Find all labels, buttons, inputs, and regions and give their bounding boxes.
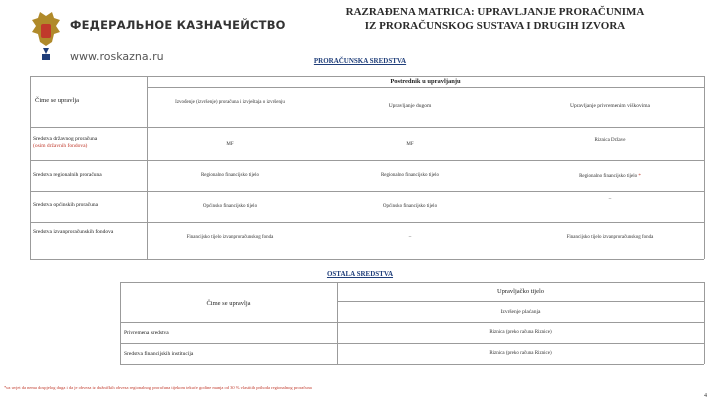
- table-line: [30, 76, 31, 259]
- row-label-regional-budget: Sredstva regionalnih proračuna: [33, 172, 102, 178]
- table-line: [120, 364, 704, 365]
- payment-execution-header: Izvršenje plaćanja: [500, 309, 541, 315]
- table-cell: –: [608, 197, 612, 202]
- table-cell: Riznica (preko računa Riznice): [489, 330, 552, 335]
- table-cell: MF: [406, 142, 414, 147]
- page-title: [290, 5, 700, 33]
- logo-title: ФЕДЕРАЛЬНОЕ КАЗНАЧЕЙСТВО: [70, 18, 286, 32]
- table-cell: [525, 174, 695, 180]
- row-label-note: (osim državnih fondova): [33, 143, 88, 149]
- logo-url: www.roskazna.ru: [70, 50, 164, 63]
- table-cell: Općinsko financijsko tijelo: [202, 204, 258, 209]
- row-label-state-budget: Sredstva državnog proračuna (osim državnih fondova): [33, 136, 145, 150]
- row-header: Čime se upravlja: [206, 300, 251, 307]
- row-label-temporary-funds: Privremena sredstva: [124, 330, 169, 336]
- table-line: [120, 282, 121, 364]
- table-cell: Regionalno financijsko tijelo: [380, 173, 440, 178]
- logo: [30, 8, 286, 70]
- row-label-extrabudgetary-funds: Sredstva izvanproračunskih fondova: [33, 229, 114, 235]
- page-number: 4: [704, 393, 707, 399]
- table-cell: MF: [226, 142, 234, 147]
- row-header: Čime se upravlja: [35, 97, 80, 104]
- table-cell: Financijsko tijelo izvanproračunskog fonda: [186, 235, 274, 240]
- table-line: [120, 282, 704, 283]
- managing-body-header: Upravljačko tijelo: [496, 288, 545, 295]
- footnote-star: *: [638, 174, 641, 179]
- table-line: [120, 322, 704, 323]
- table-line: [147, 76, 148, 259]
- table-line: [704, 282, 705, 364]
- row-label-municipal-budget: Sredstva općinskih proračuna: [33, 202, 99, 208]
- column-header-surplus: Upravljanje privremenim viškovima: [569, 103, 651, 109]
- double-headed-eagle-icon: [30, 10, 62, 62]
- table-cell: Regionalno financijsko tijelo: [200, 173, 260, 178]
- table-line: [704, 76, 705, 259]
- table-line: [30, 222, 704, 223]
- table-line: [30, 191, 704, 192]
- table-line: [30, 76, 704, 77]
- table-cell: Financijsko tijelo izvanproračunskog fonda: [566, 235, 654, 240]
- title-line-2: IZ PRORAČUNSKOG SUSTAVA I DRUGIH IZVORA: [364, 20, 626, 32]
- row-label-financial-institutions: Sredstva financijskih institucija: [124, 351, 194, 357]
- column-header-execution: Izvođenje (izvršenje) proračuna i izvještaja o izvršenju: [175, 100, 285, 105]
- intermediary-header: Postrednik u upravljanju: [390, 78, 461, 85]
- table-line: [120, 343, 704, 344]
- table-cell: –: [408, 235, 412, 240]
- table-cell: Riznica (preko računa Riznice): [489, 351, 552, 356]
- column-header-debt: Upravljanje dugom: [388, 103, 432, 109]
- section-heading-budget: PRORAČUNSKA SREDSTVA: [313, 57, 407, 65]
- title-line-1: RAZRAĐENA MATRICA: UPRAVLJANJE PRORAČUNIMA: [345, 6, 645, 18]
- table-cell: Riznica Države: [594, 138, 626, 143]
- section-heading-other: OSTALA SREDSTVA: [326, 270, 394, 278]
- table-line: [30, 160, 704, 161]
- table-cell-text: Regionalno financijsko tijelo: [579, 174, 638, 179]
- table-line: [337, 301, 704, 302]
- table-line: [30, 259, 704, 260]
- footnote: *uz uvjet da nema dospjelog duga i da je obveza iz dužničkih obveza regionalnog proračuna tijekom tekuće godine manja od 30 % vlastitih prihoda regionalnog proračuna: [4, 385, 312, 390]
- table-cell: Općinsko financijsko tijelo: [382, 204, 438, 209]
- table-line: [30, 127, 704, 128]
- table-line: [147, 87, 704, 88]
